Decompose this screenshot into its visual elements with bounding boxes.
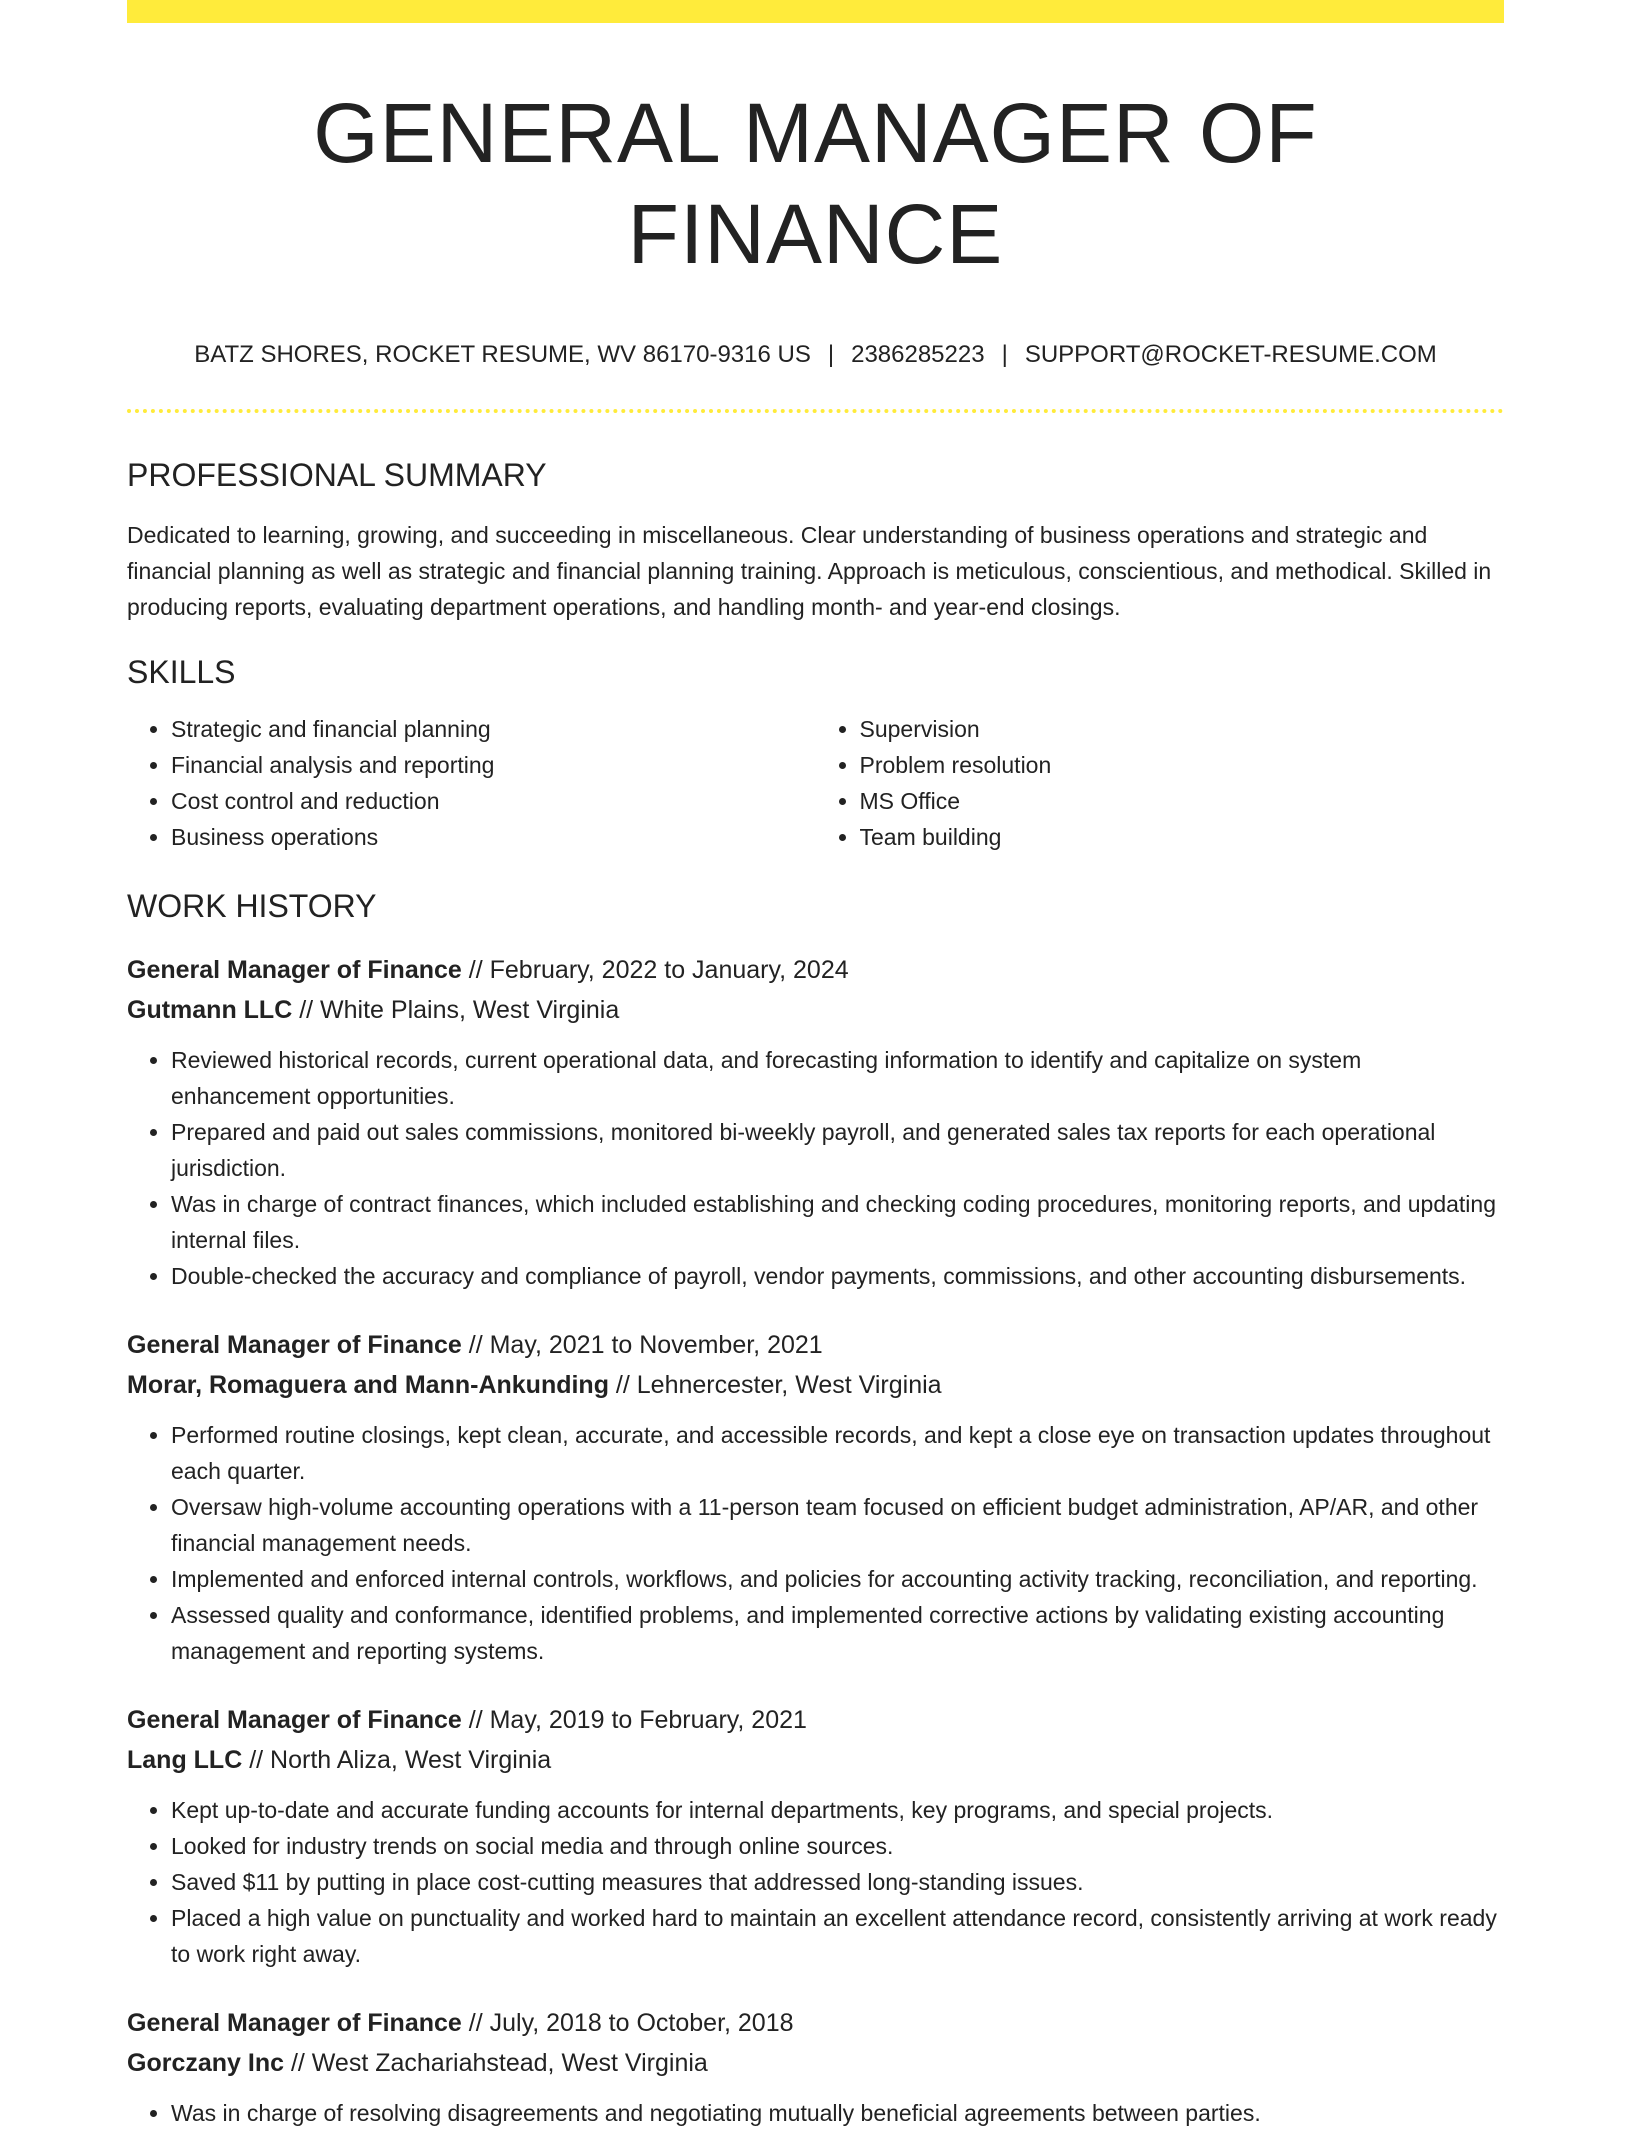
job-bullet: • Double-checked the accuracy and compliance of payroll, vendor payments, commissions, and other accounting disbursements. [171, 1258, 1504, 1294]
job-location: // North Aliza, West Virginia [242, 1745, 552, 1774]
job-bullets [127, 1417, 1504, 1669]
job-company-line [127, 1365, 1504, 1405]
job-dates: // July, 2018 to October, 2018 [461, 2008, 794, 2037]
job-title: General Manager of Finance [127, 1330, 462, 1359]
skill-item: • Supervision [860, 711, 1505, 747]
job-company: Morar, Romaguera and Mann-Ankunding [127, 1370, 609, 1399]
job-bullet: • Oversaw high-volume accounting operations with a 11-person team focused on efficient budget administration, AP/AR, and other financial management needs. [171, 1489, 1504, 1561]
contact-line [127, 341, 1504, 370]
job-bullet: • Saved $11 by putting in place cost-cutting measures that addressed long-standing issues. [171, 1864, 1504, 1900]
job-bullet: • Was in charge of resolving disagreements and negotiating mutually beneficial agreements between parties. [171, 2095, 1504, 2131]
skill-item: • Strategic and financial planning [171, 711, 816, 747]
skills-column-right [816, 711, 1505, 855]
dotted-divider [127, 409, 1504, 413]
job-title: General Manager of Finance [127, 2008, 462, 2037]
job-company: Gorczany Inc [127, 2048, 284, 2077]
job-entry [127, 1325, 1504, 1669]
resume-page [127, 0, 1504, 2131]
contact-separator: | [827, 340, 835, 368]
job-location: // Lehnercester, West Virginia [608, 1370, 942, 1399]
job-bullet: • Performed routine closings, kept clean, accurate, and accessible records, and kept a close eye on transaction updates throughout each quarter. [171, 1417, 1504, 1489]
job-title-line [127, 1700, 1504, 1740]
job-title-line [127, 2003, 1504, 2043]
job-company-line [127, 2043, 1504, 2083]
job-bullets [127, 2095, 1504, 2131]
job-dates: // May, 2021 to November, 2021 [461, 1330, 823, 1359]
skills-list [127, 711, 1504, 855]
skill-item: • MS Office [860, 783, 1505, 819]
job-bullet: • Prepared and paid out sales commissions, monitored bi-weekly payroll, and generated sales tax reports for each operational jurisdiction. [171, 1114, 1504, 1186]
job-title: General Manager of Finance [127, 1705, 462, 1734]
job-dates: // February, 2022 to January, 2024 [461, 955, 849, 984]
job-title-line [127, 950, 1504, 990]
job-bullets [127, 1792, 1504, 1972]
job-title: General Manager of Finance [127, 955, 462, 984]
job-company: Lang LLC [127, 1745, 243, 1774]
accent-top-bar [127, 0, 1504, 23]
job-bullet: • Reviewed historical records, current operational data, and forecasting information to identify and capitalize on system enhancement opportunities. [171, 1042, 1504, 1114]
job-company-line [127, 990, 1504, 1030]
resume-title: GENERAL MANAGER OF FINANCE [313, 86, 1318, 281]
job-bullet: • Was in charge of contract finances, which included establishing and checking coding procedures, monitoring reports, and updating internal files. [171, 1186, 1504, 1258]
contact-address: BATZ SHORES, ROCKET RESUME, WV 86170-9316 US [194, 340, 811, 368]
job-dates: // May, 2019 to February, 2021 [461, 1705, 807, 1734]
skill-item: • Financial analysis and reporting [171, 747, 816, 783]
summary-text: Dedicated to learning, growing, and succeeding in miscellaneous. Clear understanding of business operations and strategic and financial planning as well as strategic and financial planning training. Approach is meticulous, conscientious, and methodical. Skilled in producing reports, evaluating department operations, and handling month- and year-end closings. [127, 521, 1492, 620]
job-bullet: • Looked for industry trends on social media and through online sources. [171, 1828, 1504, 1864]
job-company: Gutmann LLC [127, 995, 293, 1024]
skills-column-left [127, 711, 816, 855]
job-entry [127, 2003, 1504, 2131]
work-history-heading: WORK HISTORY [127, 888, 377, 925]
job-location: // West Zachariahstead, West Virginia [284, 2048, 708, 2077]
contact-email[interactable]: SUPPORT@ROCKET-RESUME.COM [1024, 340, 1437, 368]
contact-phone: 2386285223 [851, 340, 985, 368]
skill-item: • Team building [860, 819, 1505, 855]
skill-item: • Cost control and reduction [171, 783, 816, 819]
job-bullet: • Assessed quality and conformance, identified problems, and implemented corrective actions by validating existing accounting management and reporting systems. [171, 1597, 1504, 1669]
contact-separator: | [1001, 340, 1008, 368]
job-entry [127, 1700, 1504, 1972]
skills-heading: SKILLS [127, 653, 236, 690]
job-bullets [127, 1042, 1504, 1294]
job-title-line [127, 1325, 1504, 1365]
job-company-line [127, 1740, 1504, 1780]
job-location: // White Plains, West Virginia [292, 995, 620, 1024]
skill-item: • Problem resolution [860, 747, 1505, 783]
summary-heading: PROFESSIONAL SUMMARY [127, 457, 547, 494]
job-entry [127, 950, 1504, 1294]
job-bullet: • Kept up-to-date and accurate funding accounts for internal departments, key programs, and special projects. [171, 1792, 1504, 1828]
skill-item: • Business operations [171, 819, 816, 855]
job-bullet: • Implemented and enforced internal controls, workflows, and policies for accounting activity tracking, reconciliation, and reporting. [171, 1561, 1504, 1597]
job-bullet: • Placed a high value on punctuality and worked hard to maintain an excellent attendance record, consistently arriving at work ready to work right away. [171, 1900, 1504, 1972]
